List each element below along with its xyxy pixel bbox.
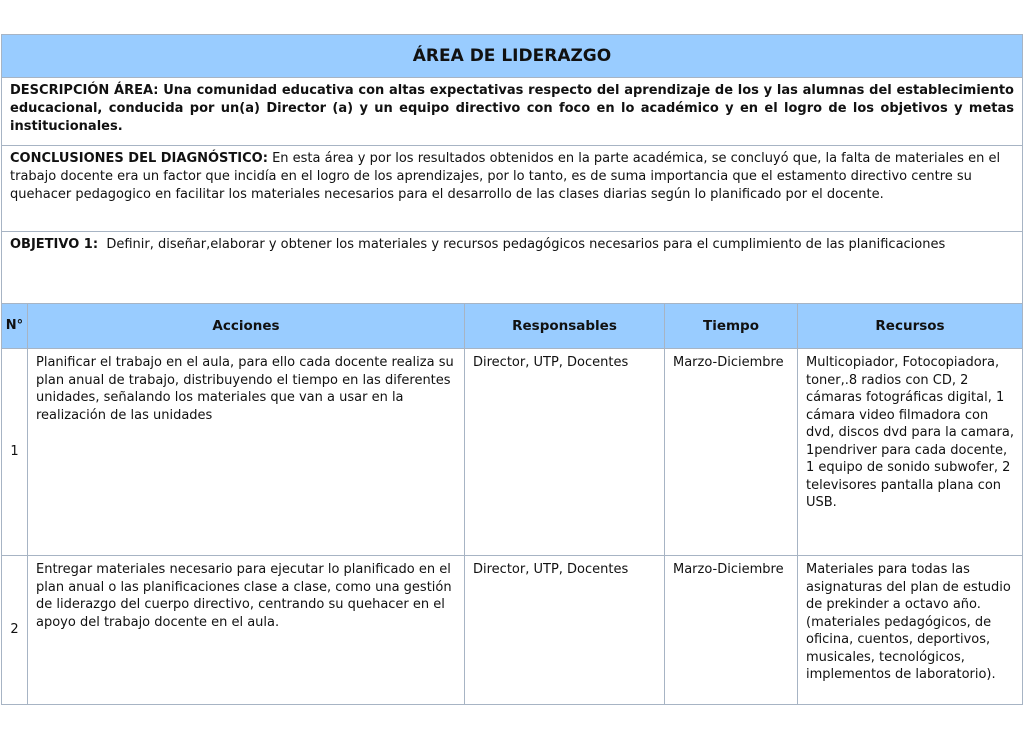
row-number: 2 bbox=[2, 556, 28, 705]
conclusions-text: En esta área y por los resultados obtenidos en la parte académica, se concluyó que, la falta de materiales en el trabajo docente era un factor que incidía en el logro de los aprendizajes, por lo tanto, es de suma importancia que el estamento directivo centre su quehacer pedagogico en facilitar los materiales necesarios para el desarrollo de las clases diarias según lo planificado por el docente. bbox=[10, 151, 1001, 202]
row-responsible: Director, UTP, Docentes bbox=[465, 349, 665, 556]
area-description bbox=[2, 78, 1023, 146]
description-label: DESCRIPCIÓN ÁREA: bbox=[10, 83, 159, 98]
table-header-row bbox=[2, 304, 1023, 349]
row-time: Marzo-Diciembre bbox=[665, 349, 798, 556]
page-title: ÁREA DE LIDERAZGO bbox=[2, 35, 1023, 78]
row-resources: Multicopiador, Fotocopiadora, toner,.8 radios con CD, 2 cámaras fotográficas digital, 1 cámara video filmadora con dvd, discos dvd para la camara, 1pendriver para cada docente, 1 equipo de sonido subwofer, 2 televisores pantalla plana con USB. bbox=[798, 349, 1023, 556]
row-responsible: Director, UTP, Docentes bbox=[465, 556, 665, 705]
objective-text: Definir, diseñar,elaborar y obtener los materiales y recursos pedagógicos necesarios para el cumplimiento de las planificaciones bbox=[106, 237, 946, 252]
leadership-plan-table bbox=[1, 34, 1023, 705]
description-text: Una comunidad educativa con altas expectativas respecto del aprendizaje de los y las alumnas del establecimiento educacional, conducida por un(a) Director (a) y un equipo directivo con foco en lo académico y en el logro de los objetivos y metas institucionales. bbox=[10, 83, 1014, 134]
row-number: 1 bbox=[2, 349, 28, 556]
header-number: N° bbox=[2, 304, 28, 349]
row-action: Entregar materiales necesario para ejecutar lo planificado en el plan anual o las planificaciones clase a clase, como una gestión de liderazgo del cuerpo directivo, centrando su quehacer en el apoyo del trabajo docente en el aula. bbox=[28, 556, 465, 705]
table-row bbox=[2, 349, 1023, 556]
header-time: Tiempo bbox=[665, 304, 798, 349]
objective-label: OBJETIVO 1: bbox=[10, 237, 99, 252]
row-resources: Materiales para todas las asignaturas del plan de estudio de prekinder a octavo año. (materiales pedagógicos, de oficina, cuentos, deportivos, musicales, tecnológicos, implementos de laboratorio). bbox=[798, 556, 1023, 705]
header-responsible: Responsables bbox=[465, 304, 665, 349]
table-row bbox=[2, 556, 1023, 705]
header-actions: Acciones bbox=[28, 304, 465, 349]
row-time: Marzo-Diciembre bbox=[665, 556, 798, 705]
diagnosis-conclusions bbox=[2, 146, 1023, 232]
row-action: Planificar el trabajo en el aula, para ello cada docente realiza su plan anual de trabajo, distribuyendo el tiempo en las diferentes unidades, señalando los materiales que van a usar en la realización de las unidades bbox=[28, 349, 465, 556]
objective bbox=[2, 232, 1023, 304]
conclusions-label: CONCLUSIONES DEL DIAGNÓSTICO: bbox=[10, 151, 268, 166]
header-resources: Recursos bbox=[798, 304, 1023, 349]
